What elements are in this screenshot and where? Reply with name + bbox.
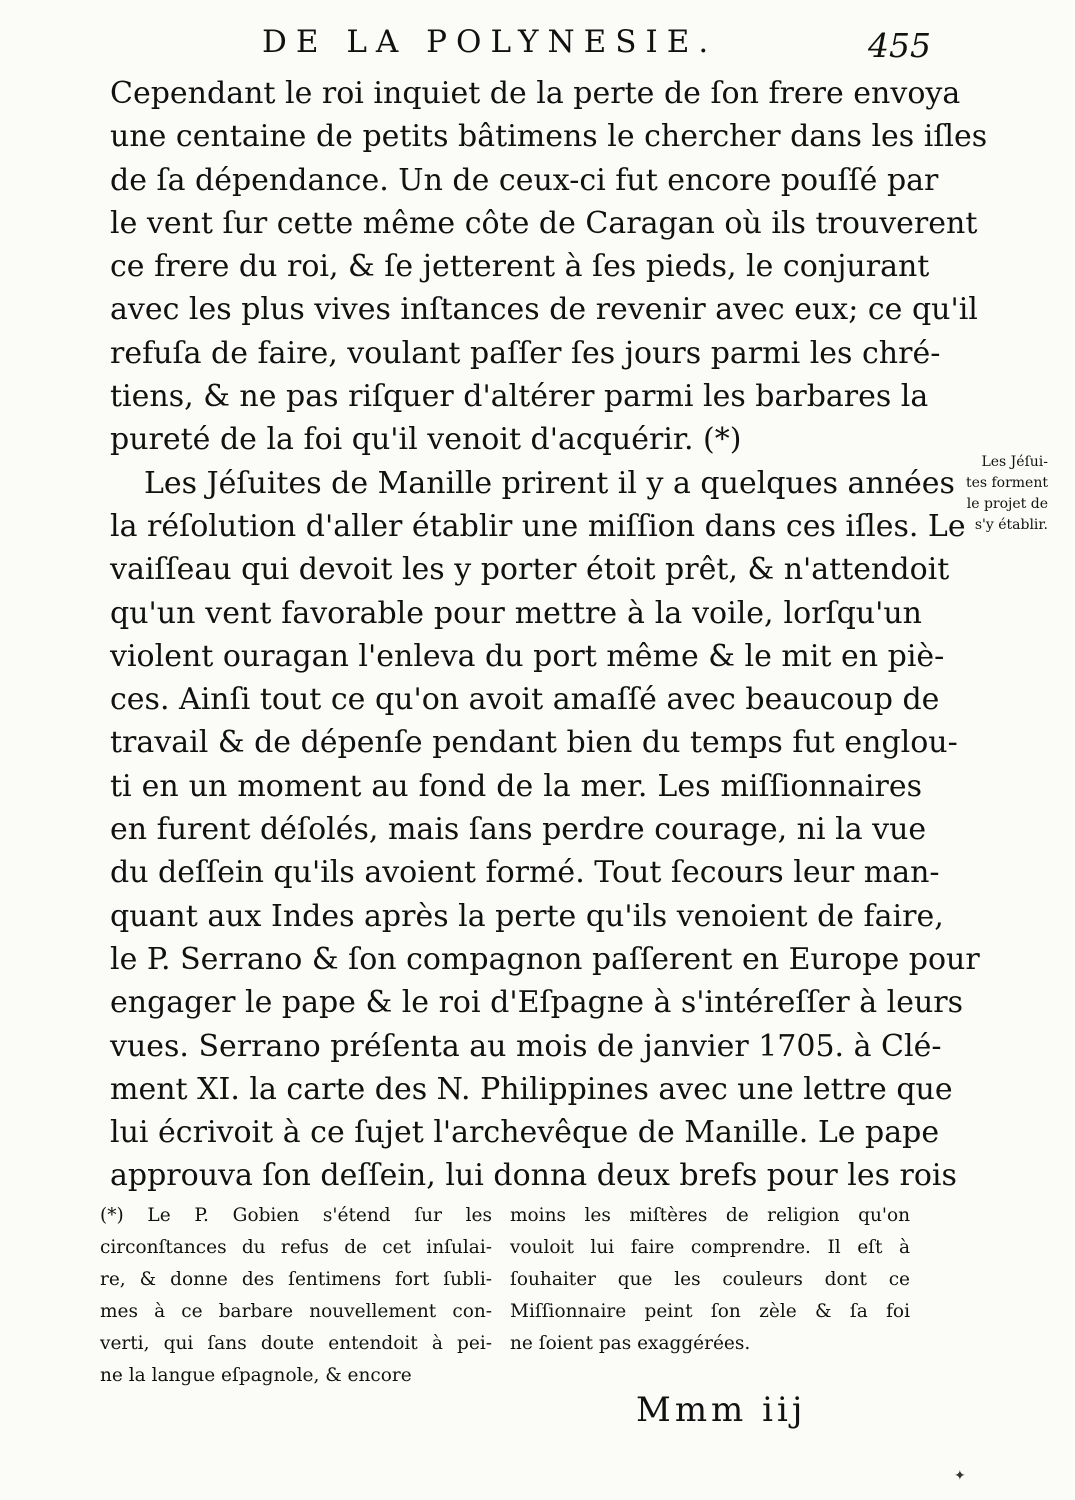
marginal-note-line: le projet de xyxy=(966,496,1048,512)
text-line: vaiſſeau qui devoit les y porter étoit prêt, & n'attendoit xyxy=(110,552,950,588)
text-line: engager le pape & le roi d'Eſpagne à s'intéreſſer à leurs xyxy=(110,985,964,1021)
text-line: la réſolution d'aller établir une miſſion dans ces iſles. Le xyxy=(110,508,966,544)
footnote-line: re, & donne des ſentimens fort ſubli- xyxy=(100,1269,492,1290)
footnote-line: circonſtances du refus de cet inſulai- xyxy=(100,1237,492,1258)
text-line: vues. Serrano préſenta au mois de janvier 1705. à Clé- xyxy=(110,1028,942,1064)
signature-mark: Mmm iij xyxy=(636,1390,807,1430)
text-line: tiens, & ne pas riſquer d'altérer parmi les barbares la xyxy=(110,379,929,415)
text-line: le vent ſur cette même côte de Caragan où ils trouverent xyxy=(110,205,978,241)
text-line: une centaine de petits bâtimens le chercher dans les iſles xyxy=(110,119,988,155)
main-text xyxy=(110,72,988,1198)
footnote-line: ſouhaiter que les couleurs dont ce xyxy=(510,1269,910,1290)
text-line: qu'un vent favorable pour mettre à la voile, lorſqu'un xyxy=(110,595,922,631)
text-line: le P. Serrano & ſon compagnon paſſerent en Europe pour xyxy=(110,941,980,977)
text-line: quant aux Indes après la perte qu'ils venoient de faire, xyxy=(110,898,944,934)
footnote-line: moins les miſtères de religion qu'on xyxy=(510,1205,910,1226)
text-line: ment XI. la carte des N. Philippines avec une lettre que xyxy=(110,1071,953,1107)
text-line: approuva ſon deſſein, lui donna deux brefs pour les rois xyxy=(110,1158,957,1194)
text-line: Cependant le roi inquiet de la perte de ſon frere envoya xyxy=(110,76,961,111)
footnote-line: ne la langue eſpagnole, & encore xyxy=(100,1365,412,1386)
text-line: ces. Ainſi tout ce qu'on avoit amaſſé avec beaucoup de xyxy=(110,682,940,718)
footnote-line: ne ſoient pas exaggérées. xyxy=(510,1333,751,1354)
footnote-line: vouloit lui faire comprendre. Il eſt à xyxy=(510,1237,910,1258)
text-line: lui écrivoit à ce ſujet l'archevêque de Manille. Le pape xyxy=(110,1115,940,1151)
footnote-right-column xyxy=(510,1200,910,1360)
text-line: avec les plus vives inſtances de revenir avec eux; ce qu'il xyxy=(110,292,978,328)
text-line: travail & de dépenſe pendant bien du temps fut englou- xyxy=(110,725,958,761)
footnote-line: Miſſionnaire peint ſon zèle & ſa foi xyxy=(510,1301,910,1322)
text-line: de ſa dépendance. Un de ceux-ci fut encore pouſſé par xyxy=(110,162,939,198)
running-title: DE LA POLYNESIE. xyxy=(262,24,718,60)
marginal-note-line: s'y établir. xyxy=(974,517,1048,533)
text-line: violent ouragan l'enleva du port même & le mit en piè- xyxy=(110,638,945,674)
footnote-line: mes à ce barbare nouvellement con- xyxy=(100,1301,492,1322)
text-line: ti en un moment au fond de la mer. Les miſſionnaires xyxy=(110,768,922,804)
marginal-note-line: tes forment xyxy=(965,475,1048,491)
text-line: ce frere du roi, & ſe jetterent à ſes pieds, le conjurant xyxy=(110,249,930,285)
footnote-left-column xyxy=(100,1200,492,1392)
footnote-line: (*) Le P. Gobien s'étend ſur les xyxy=(100,1205,492,1226)
marginal-note xyxy=(920,452,1048,536)
footnote-line: verti, qui ſans doute entendoit à pei- xyxy=(100,1333,492,1354)
text-line: pureté de la foi qu'il venoit d'acquérir. (*) xyxy=(110,422,742,458)
marginal-note-line: Les Jéſui- xyxy=(981,454,1048,470)
ink-speck: ✦ xyxy=(954,1468,966,1484)
text-line: refuſa de faire, voulant paſſer ſes jours parmi les chré- xyxy=(110,335,941,371)
text-line: du deſſein qu'ils avoient formé. Tout ſecours leur man- xyxy=(110,855,940,891)
text-line: Les Jéſuites de Manille prirent il y a quelques années xyxy=(144,465,955,501)
page-number: 455 xyxy=(868,26,931,65)
text-line: en furent déſolés, mais ſans perdre courage, ni la vue xyxy=(110,812,927,848)
